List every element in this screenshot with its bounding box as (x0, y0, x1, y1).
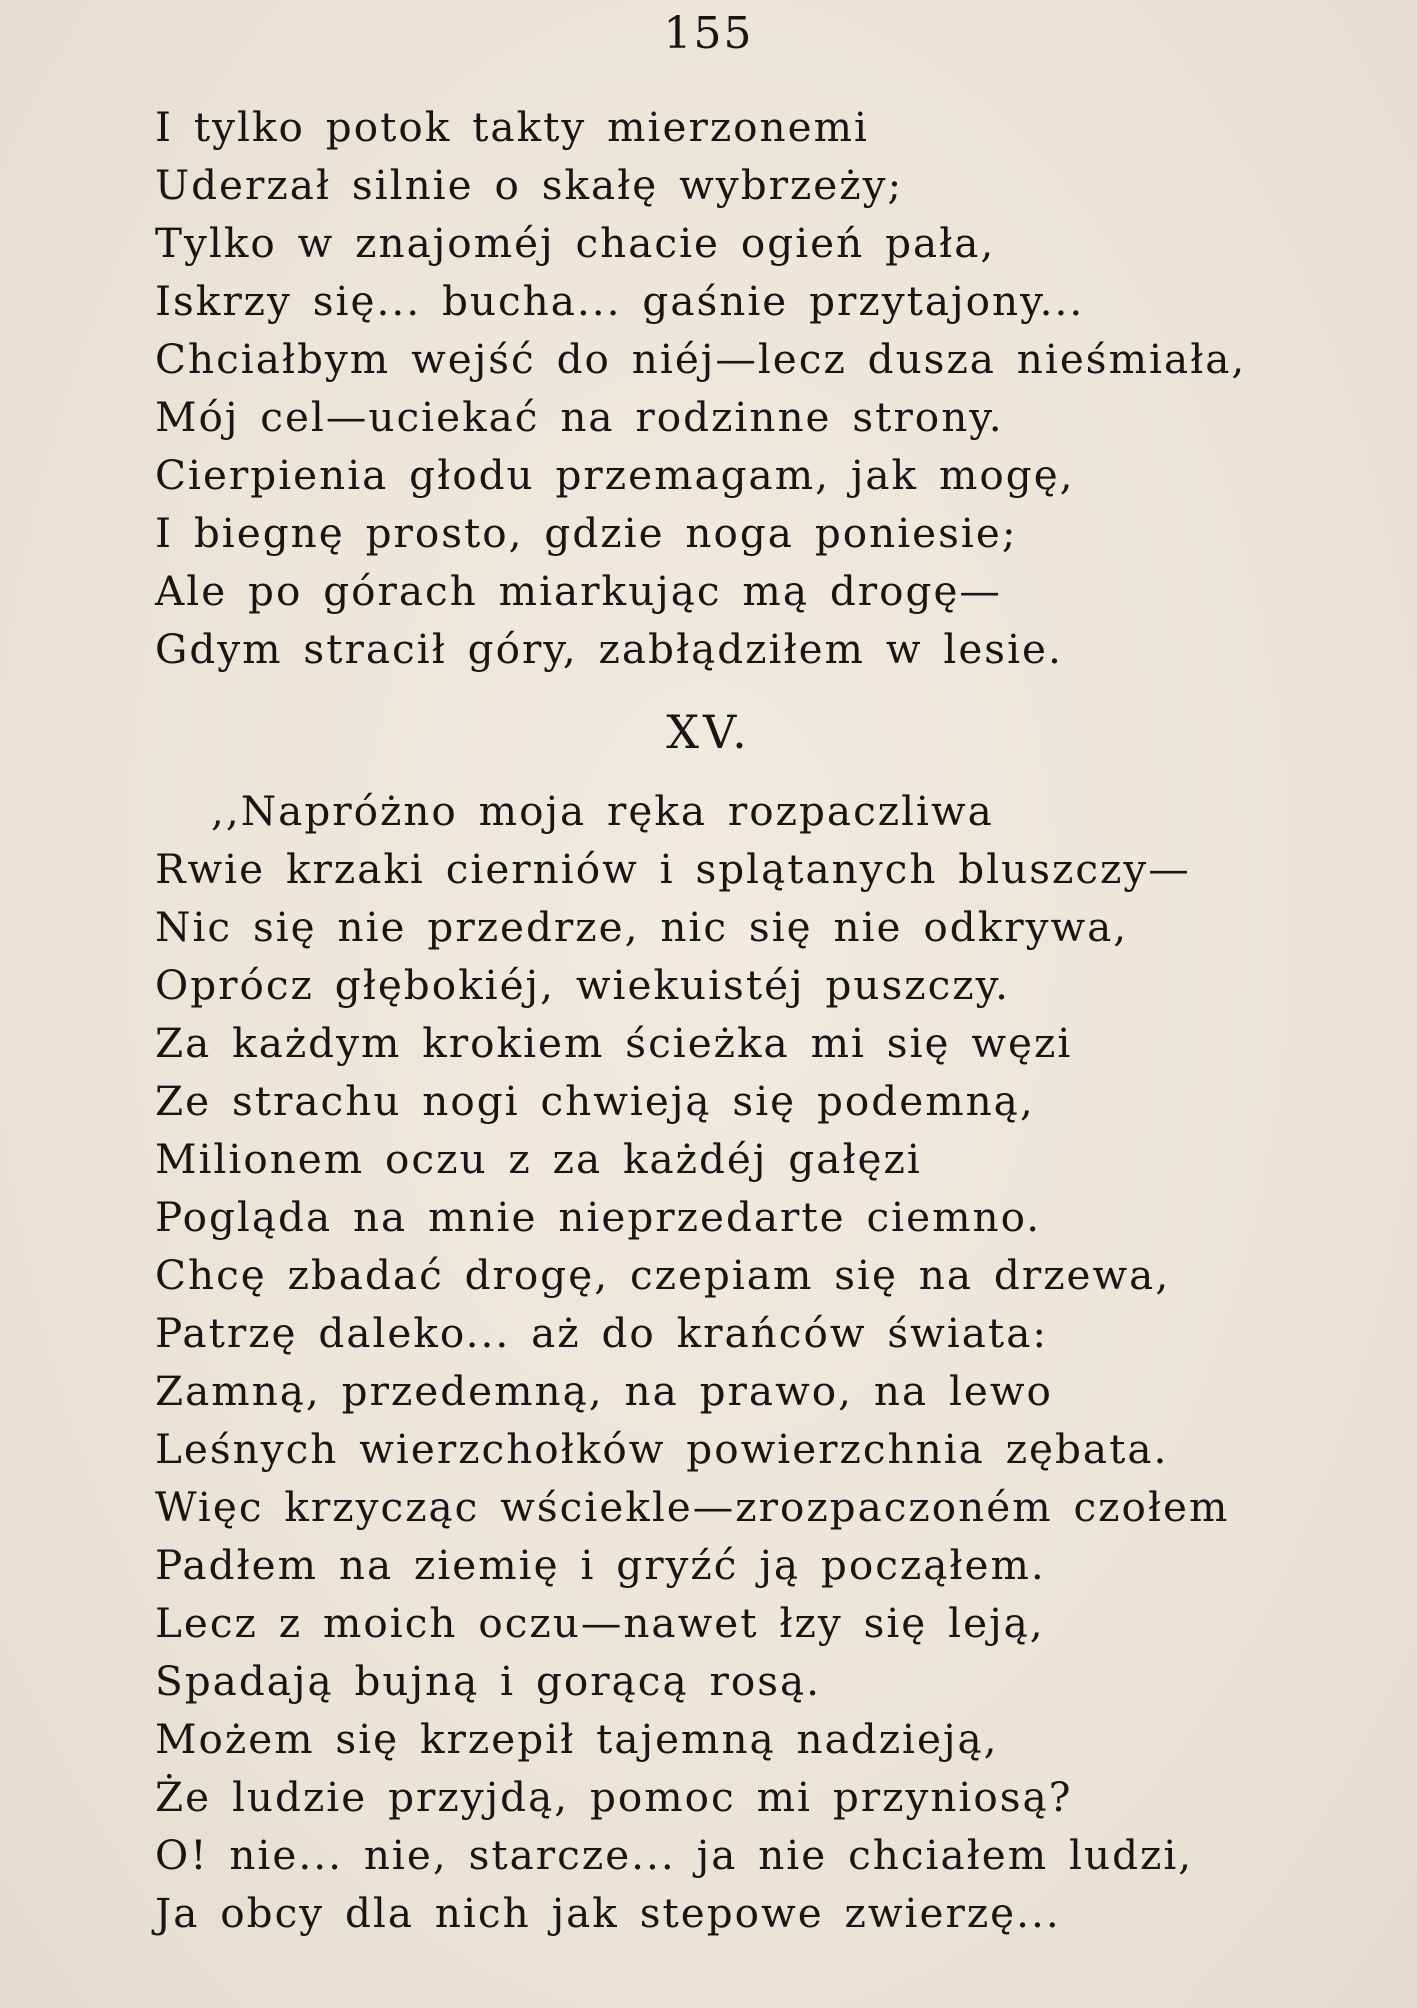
verse-line: Więc krzycząc wściekle—zrozpaczoném czołem (155, 1483, 1230, 1531)
verse-line: Uderzał silnie o skałę wybrzeży; (155, 161, 904, 209)
page-number: 155 (663, 8, 754, 59)
verse-line: Rwie krzaki cierniów i splątanych bluszczy— (155, 845, 1191, 893)
verse-line: Mój cel—uciekać na rodzinne strony. (155, 393, 1004, 441)
verse-line: Oprócz głębokiéj, wiekuistéj puszczy. (155, 961, 1011, 1009)
verse-line: I tylko potok takty mierzonemi (155, 103, 869, 151)
verse-line: Ja obcy dla nich jak stepowe zwierzę... (155, 1889, 1061, 1937)
stanza-continuation (155, 98, 1355, 678)
verse-line: Spadają bujną i gorącą rosą. (155, 1657, 822, 1705)
verse-line: Za każdym krokiem ścieżka mi się węzi (155, 1019, 1073, 1067)
verse-line: Gdym stracił góry, zabłądziłem w lesie. (155, 625, 1063, 673)
verse-line: Nic się nie przedrze, nic się nie odkrywa, (155, 903, 1129, 951)
verse-line: Zamną, przedemną, na prawo, na lewo (155, 1367, 1053, 1415)
verse-line: Chcę zbadać drogę, czepiam się na drzewa, (155, 1251, 1171, 1299)
verse-line: Ze strachu nogi chwieją się podemną, (155, 1077, 1035, 1125)
verse-line: Możem się krzepił tajemną nadzieją, (155, 1715, 999, 1763)
verse-line: Pogląda na mnie nieprzedarte ciemno. (155, 1193, 1042, 1241)
verse-line: Lecz z moich oczu—nawet łzy się leją, (155, 1599, 1045, 1647)
verse-line: Patrzę daleko... aż do krańców świata: (155, 1309, 1048, 1357)
verse-line: I biegnę prosto, gdzie noga poniesie; (155, 509, 1018, 557)
verse-line: Padłem na ziemię i gryźć ją począłem. (155, 1541, 1046, 1589)
verse-line: Cierpienia głodu przemagam, jak mogę, (155, 451, 1075, 499)
verse-line: Ale po górach miarkując mą drogę— (155, 567, 1002, 615)
stanza-xv (155, 782, 1355, 1942)
verse-line: O! nie... nie, starcze... ja nie chciałem ludzi, (155, 1831, 1194, 1879)
verse-line: Chciałbym wejść do niéj—lecz dusza nieśmiała, (155, 335, 1247, 383)
verse-line: Tylko w znajoméj chacie ogień pała, (155, 219, 996, 267)
verse-line: Milionem oczu z za każdéj gałęzi (155, 1135, 922, 1183)
verse-line: Leśnych wierzchołków powierzchnia zębata. (155, 1425, 1169, 1473)
verse-line: Że ludzie przyjdą, pomoc mi przyniosą? (155, 1773, 1073, 1821)
verse-line: Iskrzy się... bucha... gaśnie przytajony... (155, 277, 1085, 325)
verse-line-first: ,,Napróżno moja ręka rozpaczliwa (211, 787, 994, 835)
section-heading: XV. (666, 705, 751, 759)
